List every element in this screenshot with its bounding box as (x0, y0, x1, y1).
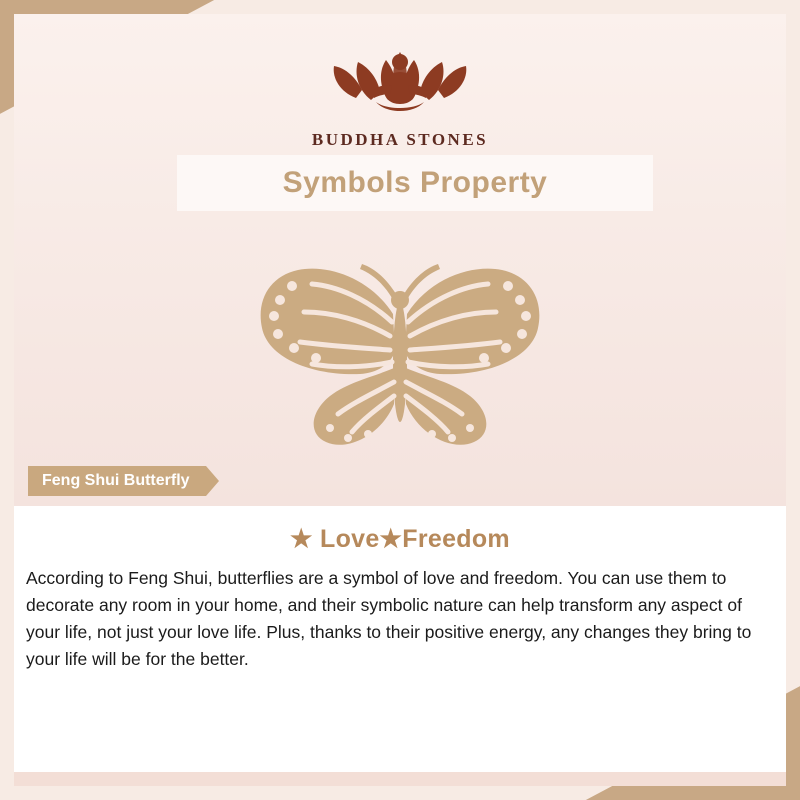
hero-image (14, 242, 786, 467)
section-subtitle: ★ Love★Freedom (290, 525, 510, 553)
lotus-meditation-icon (316, 28, 484, 128)
tag-label: Feng Shui Butterfly (42, 472, 190, 489)
inner-panel (14, 14, 786, 786)
title-banner (177, 155, 653, 211)
page-title: Symbols Property (282, 166, 548, 199)
body-paragraph: According to Feng Shui, butterflies are a symbol of love and freedom. You can use them to decorate any room in your home, and their symbolic nature can help transform any aspect of your life, not just your love life. Plus, thanks to their positive energy, any changes they bring to your life will be for the better. (26, 568, 752, 670)
description-panel (14, 506, 786, 786)
brand-logo-block (14, 28, 786, 150)
butterfly-illustration (220, 242, 580, 462)
bottom-strip (14, 772, 786, 786)
status-badge (28, 466, 206, 496)
brand-name: BUDDHA STONES (311, 130, 489, 149)
